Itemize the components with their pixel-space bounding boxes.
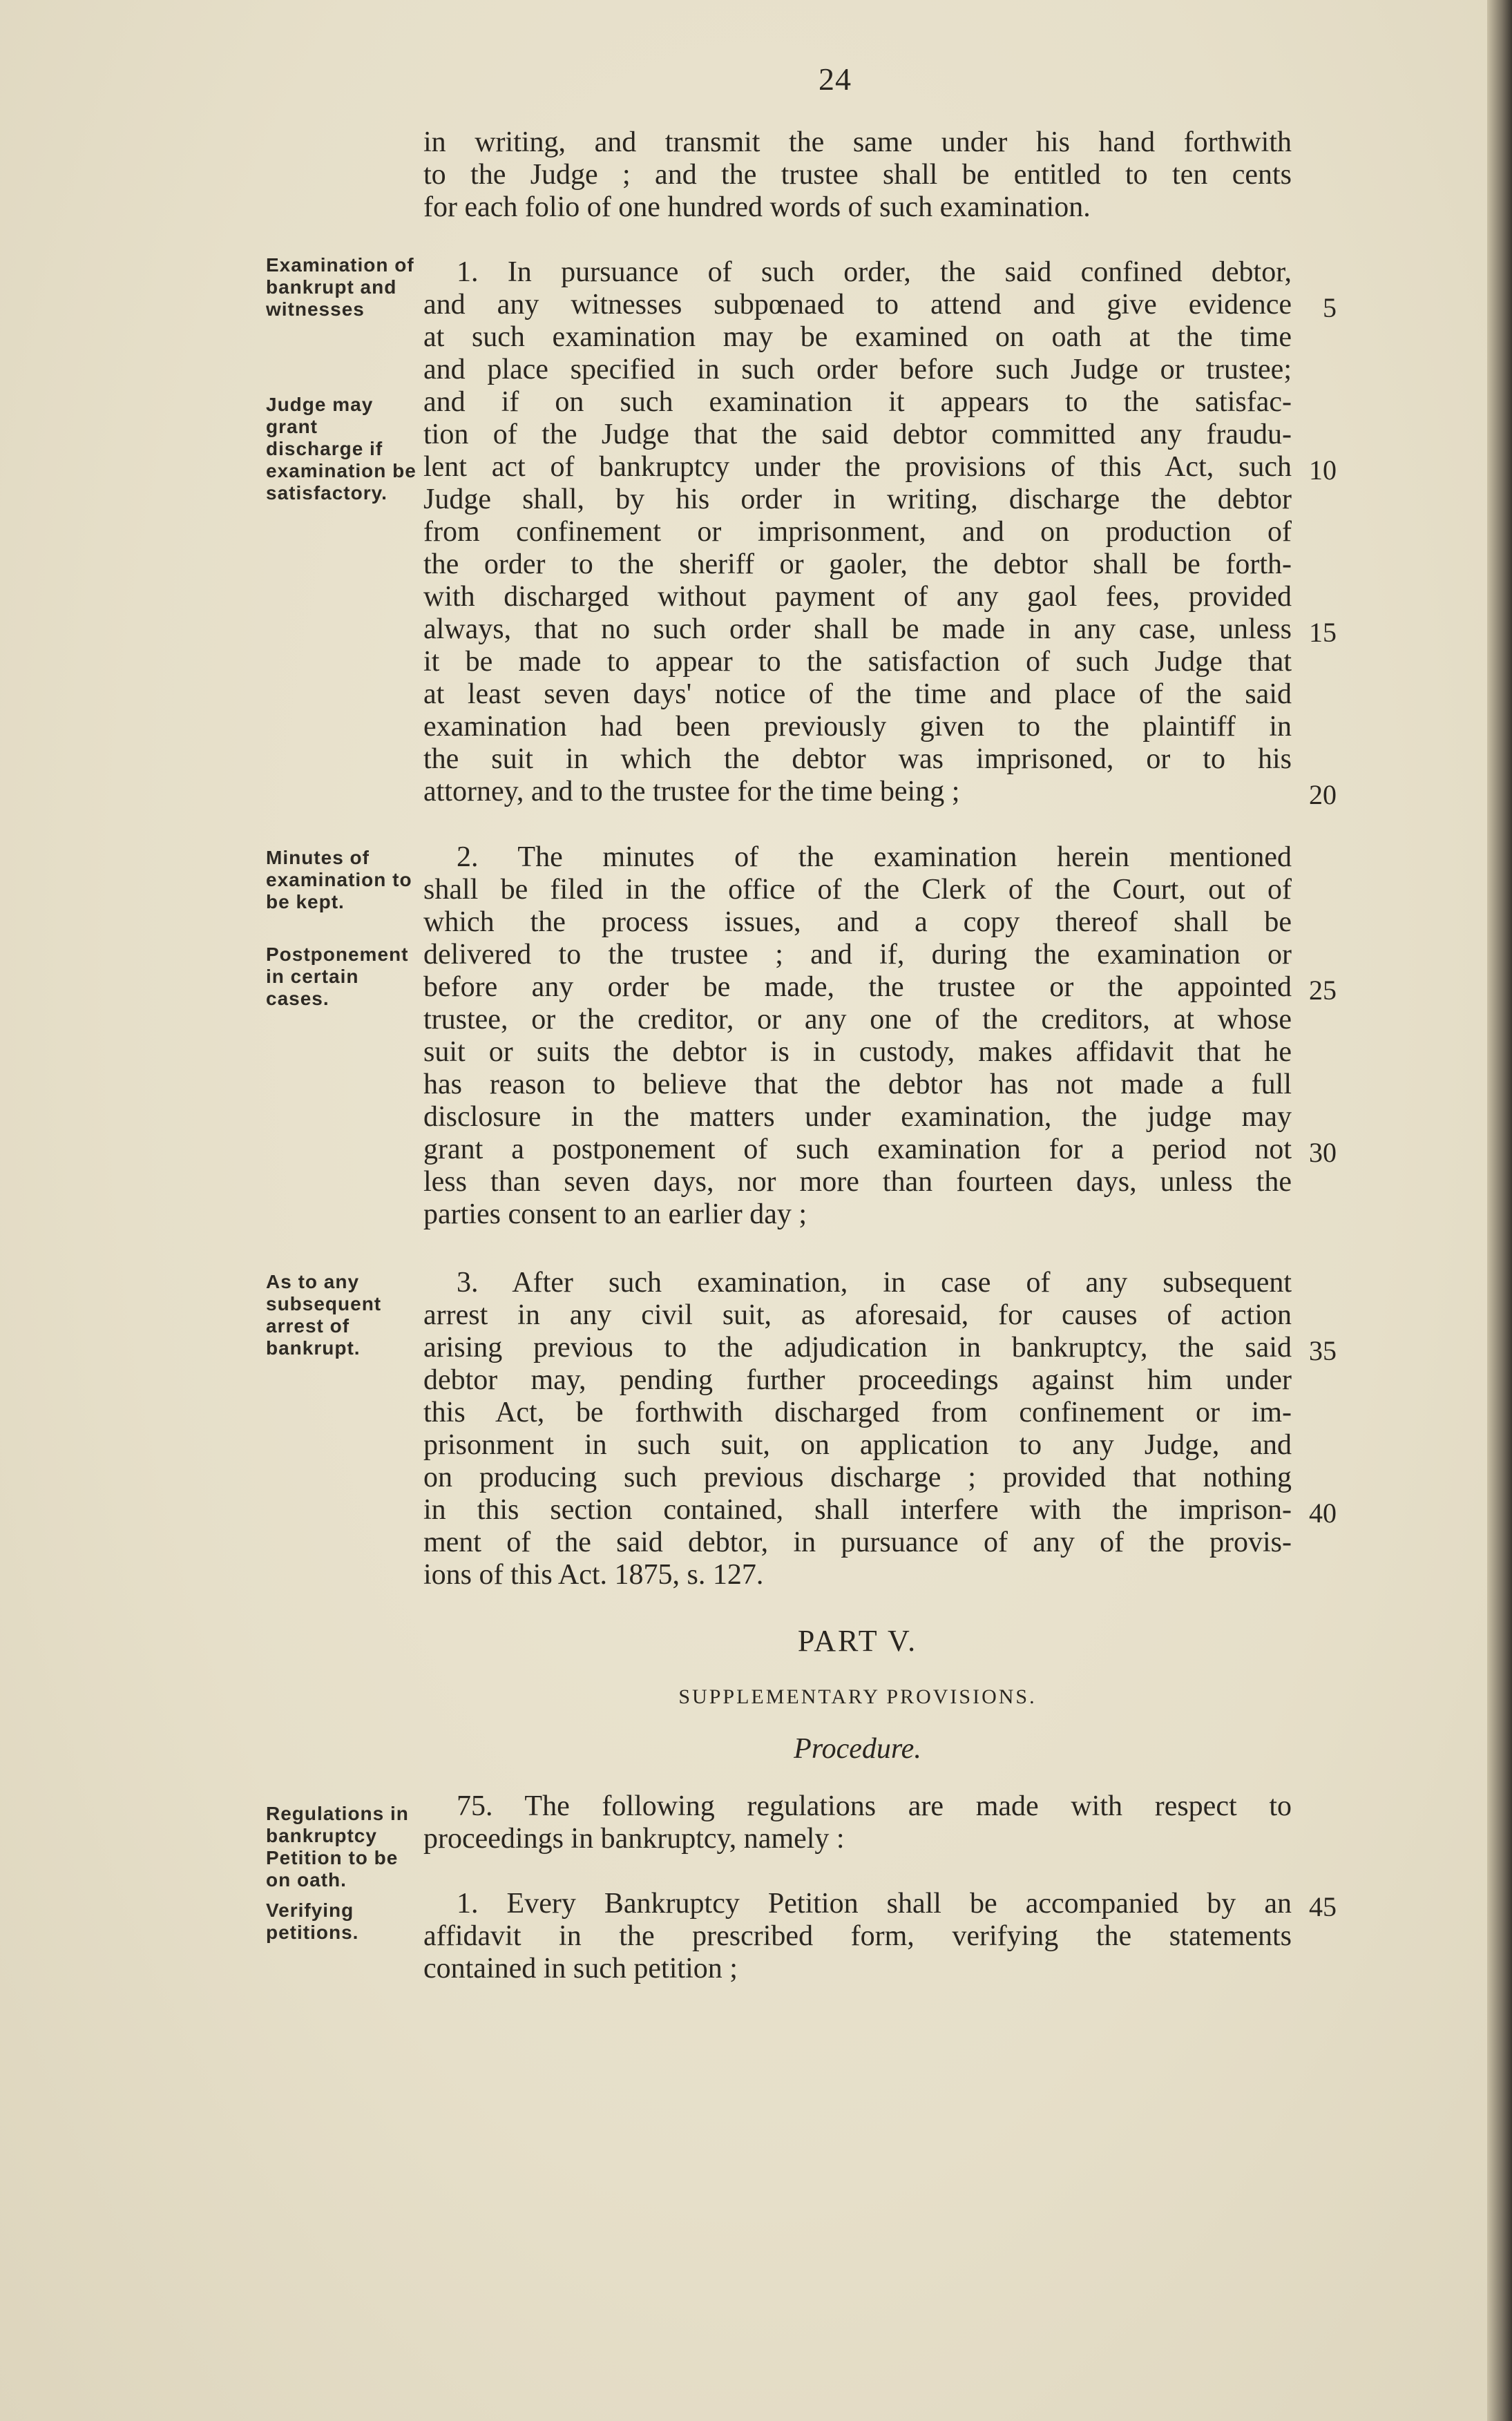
margin-note-regulations: Regulations in bankruptcy Petition to be on oath. <box>266 1803 409 1891</box>
line-number: 20 <box>1309 779 1337 810</box>
text-line: proceedings in bankruptcy, namely : <box>423 1823 845 1855</box>
text-line: which the process issues, and a copy thereof shall be <box>423 906 1292 938</box>
text-line: 2. The minutes of the examination herein mentioned <box>457 841 1292 873</box>
text-line: this Act, be forthwith discharged from confinement or im- <box>423 1397 1292 1428</box>
text-line: has reason to believe that the debtor has not made a full <box>423 1069 1292 1100</box>
text-line: disclosure in the matters under examination, the judge may <box>423 1101 1292 1133</box>
part-section-heading: Procedure. <box>794 1733 921 1765</box>
text-line: the order to the sheriff or gaoler, the debtor shall be forth- <box>423 548 1292 580</box>
line-number: 10 <box>1309 454 1337 486</box>
text-line: shall be filed in the office of the Clerk of the Court, out of <box>423 874 1292 906</box>
text-line: and any witnesses subpœnaed to attend and give evidence <box>423 289 1292 320</box>
text-line: examination had been previously given to the plaintiff in <box>423 711 1292 743</box>
text-line: in writing, and transmit the same under his hand forthwith <box>423 126 1292 158</box>
text-line: ment of the said debtor, in pursuance of any of the provis- <box>423 1527 1292 1558</box>
part-subtitle: SUPPLEMENTARY PROVISIONS. <box>678 1685 1037 1708</box>
line-number: 15 <box>1309 617 1337 648</box>
text-line: delivered to the trustee ; and if, during the examination or <box>423 939 1292 970</box>
text-line: arising previous to the adjudication in bankruptcy, the said <box>423 1332 1292 1363</box>
line-number: 45 <box>1309 1891 1337 1922</box>
text-line: 1. In pursuance of such order, the said confined debtor, <box>457 256 1292 288</box>
text-line: 75. The following regulations are made with respect to <box>457 1790 1292 1822</box>
text-line: at such examination may be examined on oath at the time <box>423 321 1292 353</box>
text-line: grant a postponement of such examination for a period not <box>423 1133 1292 1165</box>
line-number: 40 <box>1309 1497 1337 1529</box>
margin-note-subsequent-arrest: As to any subsequent arrest of bankrupt. <box>266 1271 382 1359</box>
text-line: arrest in any civil suit, as aforesaid, for causes of action <box>423 1299 1292 1331</box>
text-line: debtor may, pending further proceedings against him under <box>423 1364 1292 1396</box>
text-line: Judge shall, by his order in writing, discharge the debtor <box>423 484 1292 515</box>
text-line: suit or suits the debtor is in custody, makes affidavit that he <box>423 1036 1292 1068</box>
part-title: PART V. <box>797 1624 918 1658</box>
text-line: affidavit in the prescribed form, verifying the statements <box>423 1920 1292 1952</box>
line-number: 5 <box>1323 292 1337 323</box>
text-line: less than seven days, nor more than fourteen days, unless the <box>423 1166 1292 1198</box>
page-number: 24 <box>819 61 852 97</box>
book-spine-shadow <box>1487 0 1512 2421</box>
text-line: lent act of bankruptcy under the provisions of this Act, such <box>423 451 1292 483</box>
text-line: parties consent to an earlier day ; <box>423 1198 807 1230</box>
text-line: it be made to appear to the satisfaction of such Judge that <box>423 646 1292 678</box>
text-line: prisonment in such suit, on application to any Judge, and <box>423 1429 1292 1461</box>
text-line: in this section contained, shall interfere with the imprison- <box>423 1494 1292 1526</box>
margin-note-postponement: Postponement in certain cases. <box>266 944 409 1009</box>
margin-note-discharge: Judge may grant discharge if examination be satisfactory. <box>266 394 417 504</box>
margin-note-examination: Examination of bankrupt and witnesses <box>266 254 414 320</box>
line-number: 25 <box>1309 975 1337 1006</box>
text-line: ions of this Act. 1875, s. 127. <box>423 1559 764 1591</box>
text-line: the suit in which the debtor was imprisoned, or to his <box>423 743 1292 775</box>
text-line: 3. After such examination, in case of any subsequent <box>457 1267 1292 1299</box>
text-line: at least seven days' notice of the time and place of the said <box>423 678 1292 710</box>
text-line: on producing such previous discharge ; provided that nothing <box>423 1462 1292 1493</box>
text-line: from confinement or imprisonment, and on production of <box>423 516 1292 548</box>
text-line: contained in such petition ; <box>423 1953 738 1984</box>
line-number: 30 <box>1309 1137 1337 1168</box>
text-line: to the Judge ; and the trustee shall be entitled to ten cents <box>423 159 1292 191</box>
text-line: and if on such examination it appears to the satisfac- <box>423 386 1292 418</box>
text-line: always, that no such order shall be made in any case, unless <box>423 613 1292 645</box>
text-line: tion of the Judge that the said debtor committed any fraudu- <box>423 419 1292 450</box>
margin-note-minutes: Minutes of examination to be kept. <box>266 847 412 912</box>
text-line: trustee, or the creditor, or any one of the creditors, at whose <box>423 1004 1292 1035</box>
text-line: 1. Every Bankruptcy Petition shall be accompanied by an <box>457 1888 1292 1920</box>
margin-note-verifying: Verifying petitions. <box>266 1900 359 1943</box>
text-line: before any order be made, the trustee or the appointed <box>423 971 1292 1003</box>
text-line: and place specified in such order before such Judge or trustee; <box>423 354 1292 385</box>
text-line: with discharged without payment of any gaol fees, provided <box>423 581 1292 613</box>
text-line: attorney, and to the trustee for the time being ; <box>423 776 960 807</box>
text-line: for each folio of one hundred words of such examination. <box>423 191 1091 223</box>
line-number: 35 <box>1309 1335 1337 1366</box>
